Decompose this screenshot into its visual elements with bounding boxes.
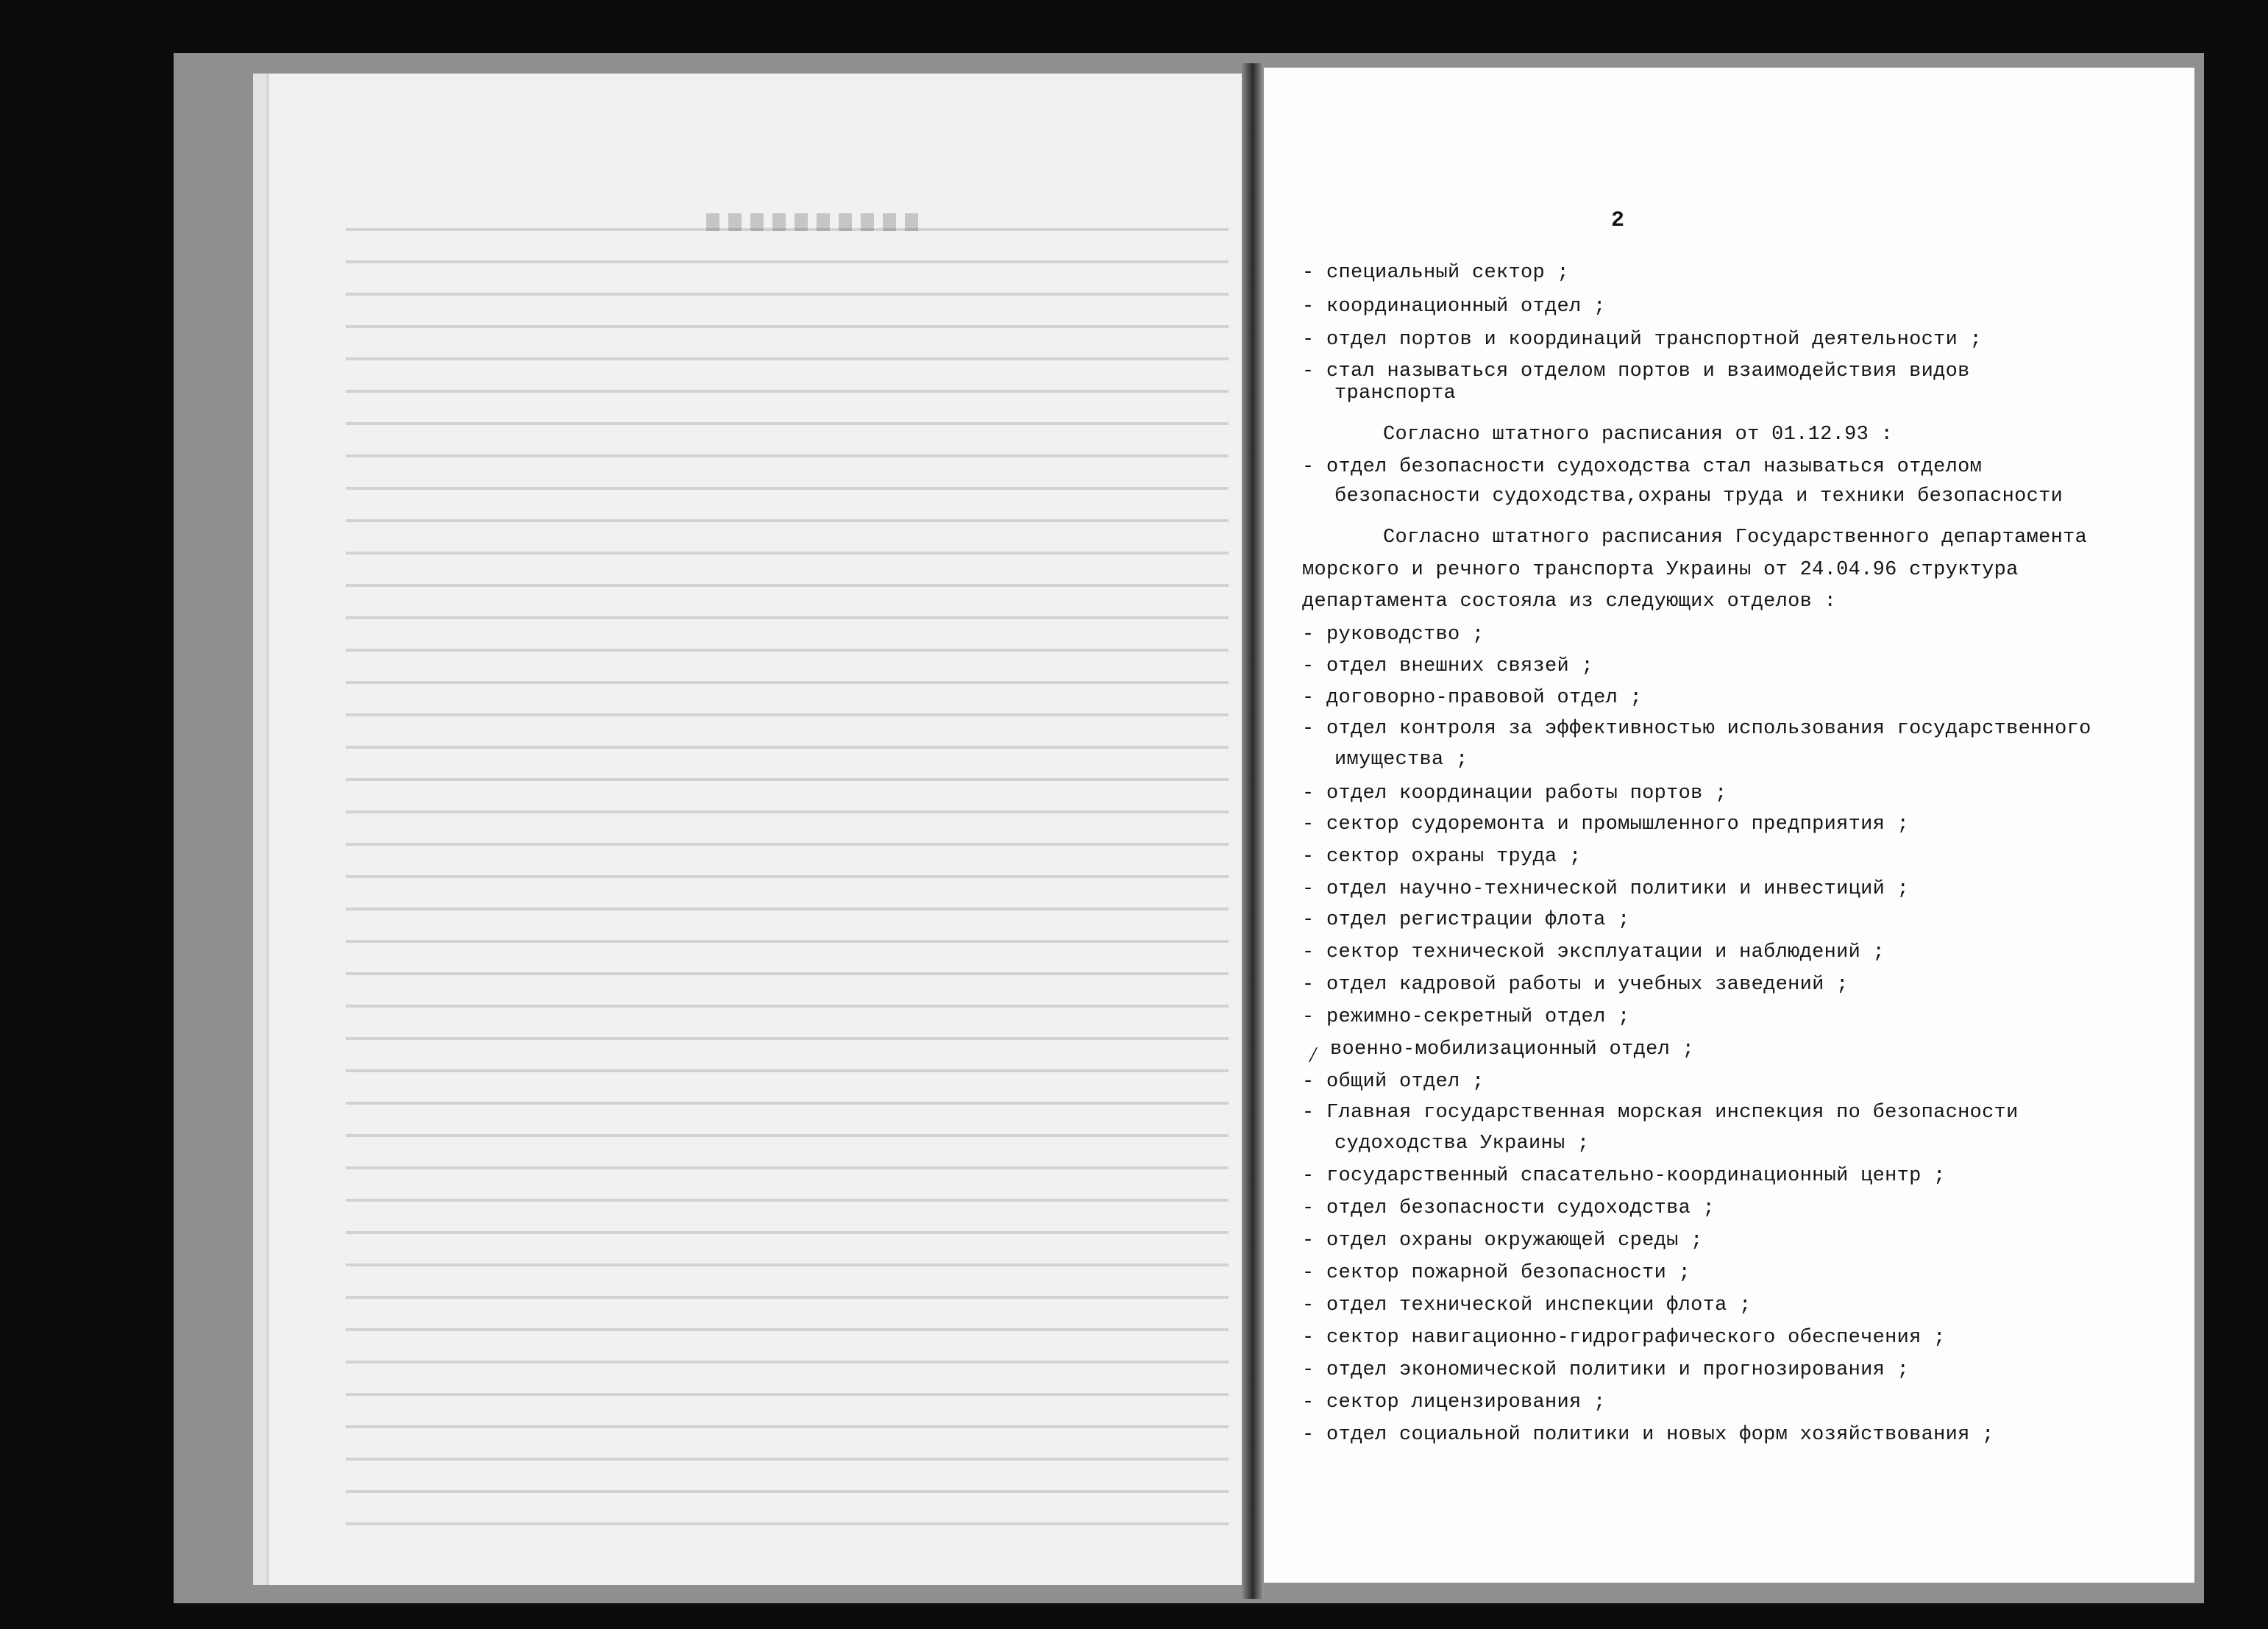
text-line: - отдел безопасности судоходства стал называться отделом (1302, 456, 1983, 478)
text-line: - отдел регистрации флота ; (1302, 909, 1630, 931)
page-number: 2 (1611, 208, 1625, 233)
text-line: - координационный отдел ; (1302, 296, 1606, 318)
text-line: - сектор охраны труда ; (1302, 846, 1582, 868)
text-line: безопасности судоходства,охраны труда и техники безопасности (1334, 485, 2063, 507)
page-edge (259, 74, 266, 1585)
text-line: - сектор пожарной безопасности ; (1302, 1262, 1691, 1284)
text-line: - отдел контроля за эффективностью использования государственного (1302, 718, 2091, 740)
text-line: - отдел социальной политики и новых форм хозяйствования ; (1302, 1424, 1994, 1446)
text-line: - договорно-правовой отдел ; (1302, 687, 1643, 709)
text-line: Согласно штатного расписания от 01.12.93 : (1383, 424, 1894, 446)
text-line: - отдел портов и координаций транспортной деятельности ; (1302, 329, 1983, 351)
text-line: - общий отдел ; (1302, 1071, 1485, 1093)
text-line: - отдел научно-технической политики и инвестиций ; (1302, 878, 1910, 900)
text-line: - сектор лицензирования ; (1302, 1391, 1606, 1414)
text-line: - отдел экономической политики и прогнозирования ; (1302, 1359, 1910, 1381)
text-line: - отдел технической инспекции флота ; (1302, 1294, 1752, 1316)
text-line: - специальный сектор ; (1302, 262, 1570, 284)
text-line: - руководство ; (1302, 624, 1485, 646)
text-line: - сектор судоремонта и промышленного предприятия ; (1302, 813, 1910, 835)
text-line: Согласно штатного расписания Государственного департамента (1383, 527, 2088, 549)
text-line: департамента состояла из следующих отделов : (1302, 591, 1837, 613)
text-line: - отдел внешних связей ; (1302, 655, 1594, 677)
text-line: имущества ; (1334, 749, 1468, 771)
text-line: транспорта (1334, 382, 1457, 404)
text-line: - Главная государственная морская инспекция по безопасности (1302, 1102, 2019, 1124)
text-line: - отдел охраны окружающей среды ; (1302, 1230, 1703, 1252)
bleed-through-text (346, 206, 1229, 1530)
text-line: - стал называться отделом портов и взаимодействия видов (1302, 360, 1970, 382)
text-line: - режимно-секретный отдел ; (1302, 1006, 1630, 1028)
handwritten-tick-mark: ∕ (1307, 1044, 1320, 1069)
text-line: - сектор технической эксплуатации и наблюдений ; (1302, 941, 1885, 963)
text-line: - отдел безопасности судоходства ; (1302, 1197, 1716, 1219)
text-line: судоходства Украины ; (1334, 1133, 1590, 1155)
text-line: - отдел координации работы портов ; (1302, 783, 1727, 805)
text-line: - отдел кадровой работы и учебных заведений ; (1302, 974, 1849, 996)
bleed-through-heading (706, 213, 927, 231)
text-line: - сектор навигационно-гидрографического обеспечения ; (1302, 1327, 1946, 1349)
text-line: морского и речного транспорта Украины от 24.04.96 структура (1302, 559, 2019, 581)
text-line: военно-мобилизационный отдел ; (1330, 1038, 1695, 1061)
book-gutter (1242, 63, 1264, 1599)
text-line: - государственный спасательно-координационный центр ; (1302, 1165, 1946, 1187)
